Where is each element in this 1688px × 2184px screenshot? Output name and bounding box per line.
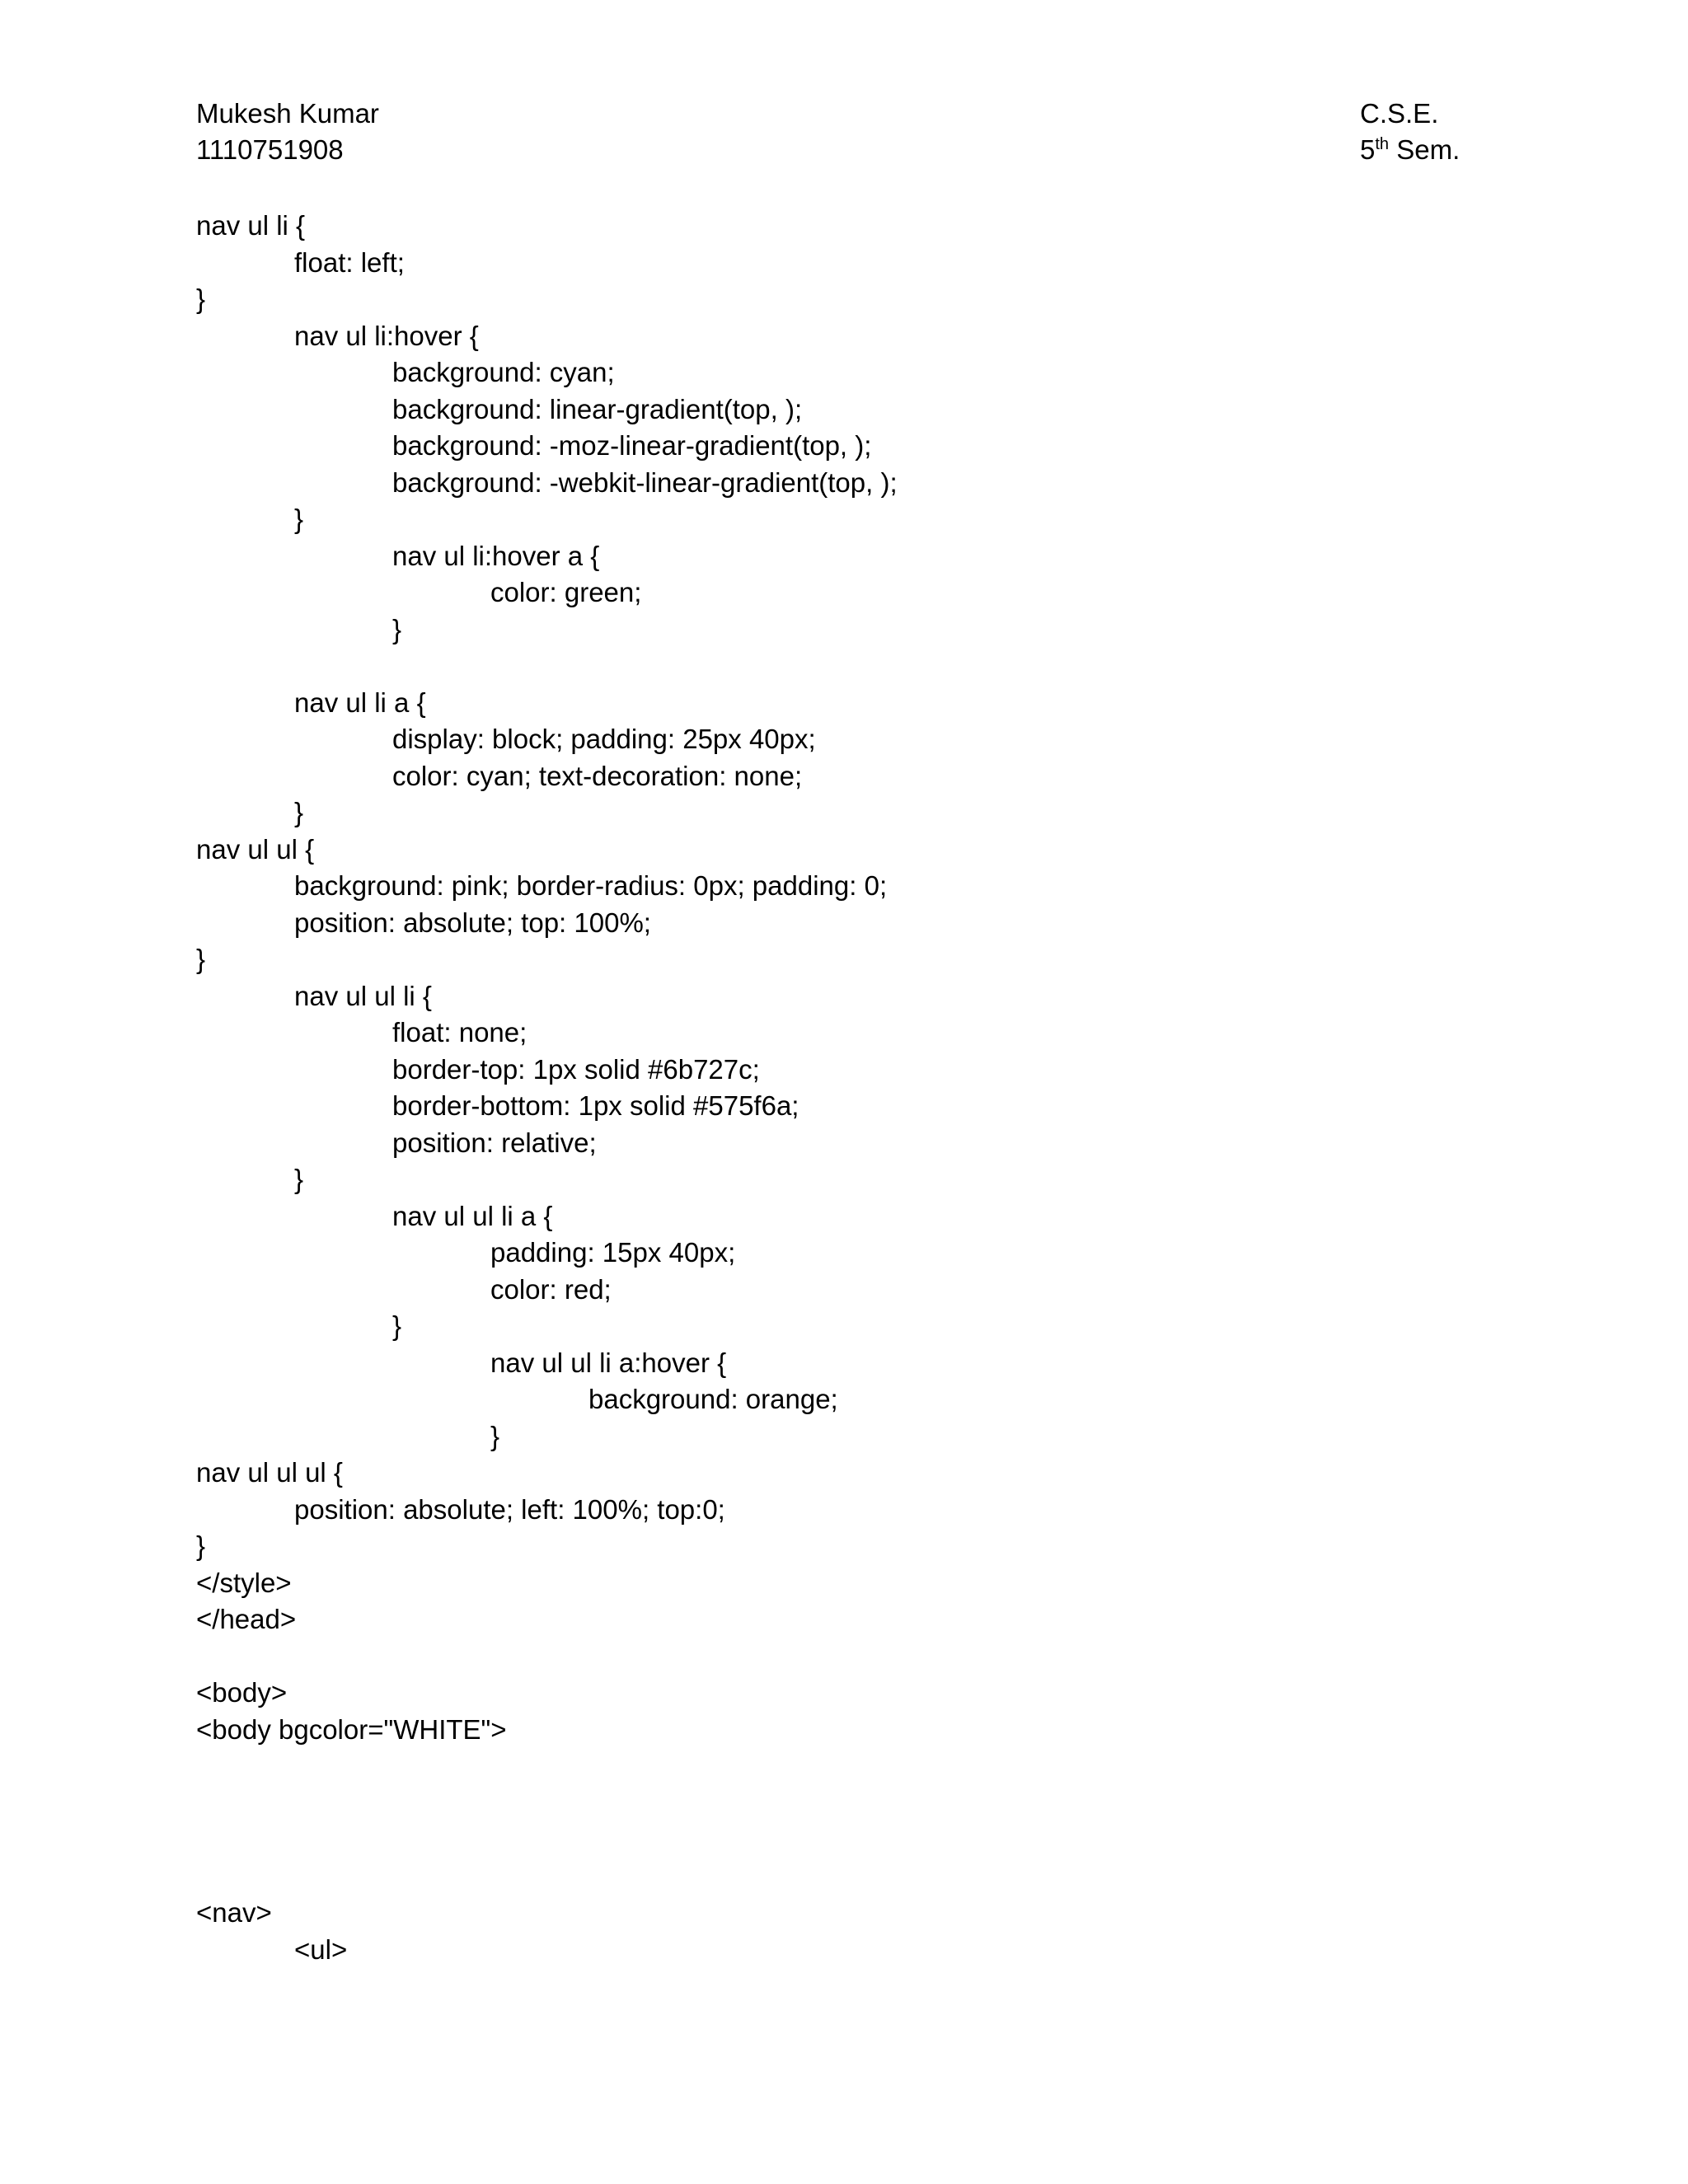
code-line: position: absolute; left: 100%; top:0;: [294, 1493, 725, 1525]
code-line: position: absolute; top: 100%;: [294, 907, 651, 938]
code-line: <ul>: [294, 1933, 348, 1965]
code-line: background: cyan;: [392, 357, 615, 387]
code-line: nav ul li:hover a {: [392, 540, 600, 571]
page-header: [196, 96, 1688, 178]
code-line: color: red;: [490, 1273, 612, 1305]
code-line: }: [392, 613, 402, 644]
code-line: background: pink; border-radius: 0px; padding: 0;: [294, 870, 888, 901]
code-line: background: -moz-linear-gradient(top, );: [392, 430, 872, 461]
code-line: float: none;: [392, 1017, 528, 1047]
code-line: background: linear-gradient(top, );: [392, 393, 803, 424]
code-line: border-bottom: 1px solid #575f6a;: [392, 1090, 799, 1121]
roll-number: 1110751908: [196, 134, 344, 165]
code-line: <body>: [196, 1677, 288, 1708]
code-line: nav ul li:hover {: [294, 320, 479, 351]
code-line: }: [196, 1530, 206, 1561]
semester-label: Sem.: [1389, 134, 1461, 165]
code-line: <body bgcolor="WHITE">: [196, 1713, 507, 1745]
code-line: [196, 1785, 1655, 1822]
code-line: [196, 648, 1655, 685]
code-line: nav ul li {: [196, 210, 306, 241]
course-info: [1360, 96, 1460, 168]
code-line: background: -webkit-linear-gradient(top, );: [392, 466, 898, 498]
semester: [1360, 132, 1460, 168]
code-line: color: cyan; text-decoration: none;: [392, 760, 803, 791]
code-line: }: [196, 944, 206, 974]
semester-suffix: th: [1375, 135, 1390, 153]
code-line: color: green;: [490, 577, 642, 607]
code-line: nav ul ul ul {: [196, 1457, 343, 1488]
code-line: display: block; padding: 25px 40px;: [392, 724, 816, 754]
code-line: }: [196, 284, 206, 314]
code-line: nav ul ul li a {: [392, 1200, 553, 1231]
code-line: background: orange;: [588, 1384, 838, 1414]
code-line: </style>: [196, 1567, 292, 1598]
code-line: <nav>: [196, 1897, 272, 1928]
code-line: [196, 1748, 1655, 1785]
code-line: [196, 1638, 1655, 1675]
code-listing: [196, 208, 1655, 1968]
code-line: border-top: 1px solid #6b727c;: [392, 1053, 760, 1085]
code-line: nav ul li a {: [294, 687, 426, 718]
code-line: nav ul ul li a:hover {: [490, 1347, 727, 1378]
code-line: nav ul ul li {: [294, 980, 432, 1011]
code-line: }: [490, 1420, 500, 1451]
code-line: }: [294, 1164, 304, 1194]
code-line: [196, 1858, 1655, 1896]
code-line: float: left;: [294, 246, 405, 278]
department: C.S.E.: [1360, 98, 1439, 129]
code-line: padding: 15px 40px;: [490, 1237, 736, 1268]
student-name: Mukesh Kumar: [196, 98, 379, 129]
code-line: nav ul ul {: [196, 833, 315, 865]
code-line: }: [392, 1310, 402, 1341]
student-info: [196, 96, 379, 168]
semester-number: 5: [1360, 134, 1376, 165]
code-line: }: [294, 504, 304, 534]
code-line: </head>: [196, 1604, 297, 1634]
code-line: position: relative;: [392, 1127, 597, 1158]
code-line: }: [294, 797, 304, 827]
code-line: [196, 1821, 1655, 1858]
